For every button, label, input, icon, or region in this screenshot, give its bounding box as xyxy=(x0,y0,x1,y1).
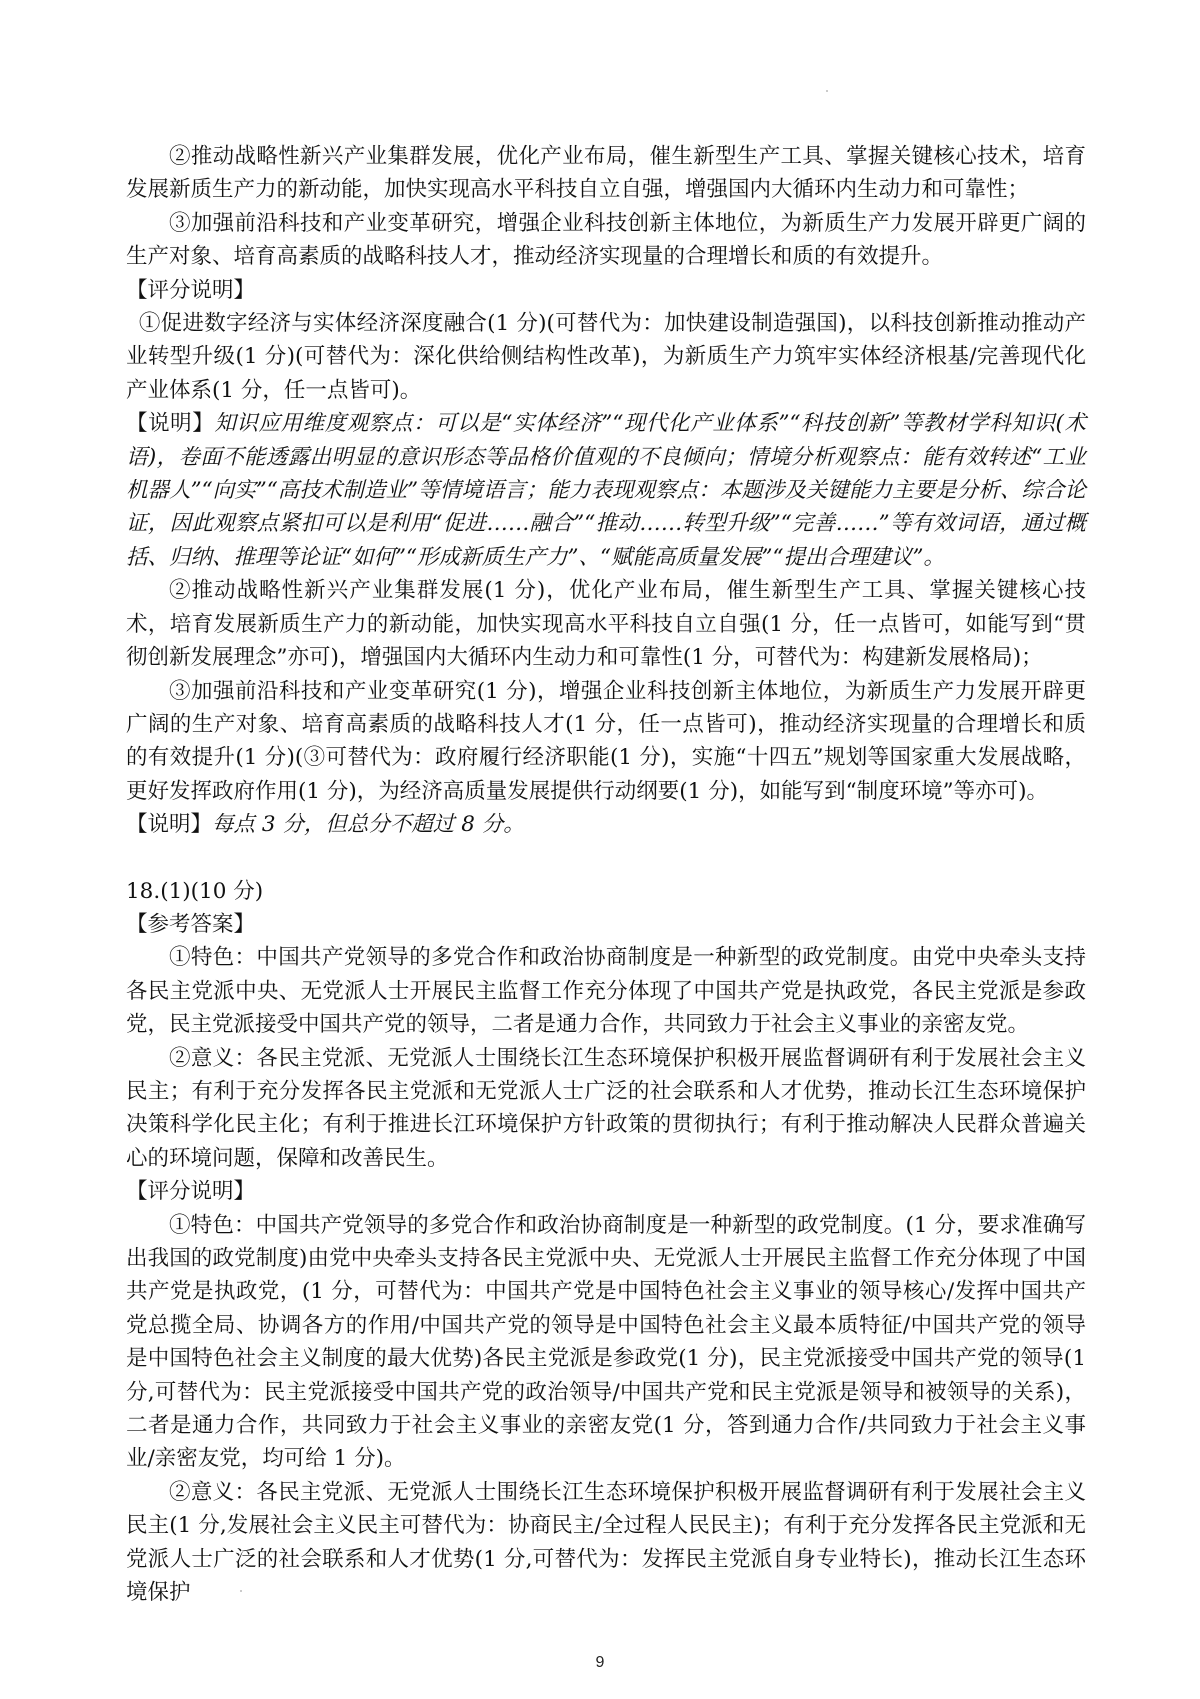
scan-speck-top xyxy=(826,90,828,92)
scoring-heading: 【评分说明】 xyxy=(126,277,256,303)
scoring-point-2: ②推动战略性新兴产业集群发展(1 分)，优化产业布局，催生新型生产工具、掌握关键核心技术，培育发展新质生产力的新动能，加快实现高水平科技自立自强(1 分，任一点皆可，如能写到“贯彻创新发展理念”亦可)，增强国内大循环内生动力和可靠性(1 分，可替代为：构建新发展格局)； xyxy=(126,578,1086,671)
section-gap xyxy=(126,842,1086,875)
note-label: 【说明】 xyxy=(126,411,215,437)
answer-point-2: ②推动战略性新兴产业集群发展，优化产业布局，催生新型生产工具、掌握关键核心技术，培育发展新质生产力的新动能，加快实现高水平科技自立自强，增强国内大循环内生动力和可靠性； xyxy=(126,144,1086,203)
note-text: 知识应用维度观察点：可以是“实体经济”“现代化产业体系”“科技创新”等教材学科知识(术语)，卷面不能透露出明显的意识形态等品格价值观的不良倾向；情境分析观察点：能有效转述“工业机器人”“向实”“高技术制造业”等情境语言；能力表现观察点：本题涉及关键能力主要是分析、综合论证，因此观察点紧扣可以是利用“促进……融合”“推动……转型升级”“完善……”等有效词语，通过概括、归纳、推理等论证“如何”“形成新质生产力”、“赋能高质量发展”“提出合理建议”。 xyxy=(126,411,1086,570)
page-number: 9 xyxy=(595,1654,605,1671)
question-number: 18.(1)(10 分) xyxy=(126,878,264,904)
reference-answer-significance: ②意义：各民主党派、无党派人士围绕长江生态环境保护积极开展监督调研有利于发展社会主义民主；有利于充分发挥各民主党派和无党派人士广泛的社会联系和人才优势，推动长江生态环境保护决策科学化民主化；有利于推进长江环境保护方针政策的贯彻执行；有利于推动解决人民群众普遍关心的环境问题，保障和改善民生。 xyxy=(126,1045,1086,1171)
note-block-2 xyxy=(126,808,1086,841)
scoring-point-1: ①促进数字经济与实体经济深度融合(1 分)(可替代为：加快建设制造强国)，以科技创新推动推动产业转型升级(1 分)(可替代为：深化供给侧结构性改革)，为新质生产力筑牢实体经济根基/完善现代化产业体系(1 分，任一点皆可)。 xyxy=(126,311,1086,403)
scoring-significance: ②意义：各民主党派、无党派人士围绕长江生态环境保护积极开展监督调研有利于发展社会主义民主(1 分,发展社会主义民主可替代为：协商民主/全过程人民民主)；有利于充分发挥各民主党派和无党派人士广泛的社会联系和人才优势(1 分,可替代为：发挥民主党派自身专业特长)，推动长江生态环境保护 xyxy=(126,1479,1086,1606)
document-body xyxy=(126,140,1086,1609)
scoring-feature: ①特色：中国共产党领导的多党合作和政治协商制度是一种新型的政党制度。(1 分，要求准确写出我国的政党制度)由党中央牵头支持各民主党派中央、无党派人士开展民主监督工作充分体现了中国共产党是执政党，(1 分，可替代为：中国共产党是中国特色社会主义事业的领导核心/发挥中国共产党总揽全局、协调各方的作用/中国共产党的领导是中国特色社会主义最本质特征/中国共产党的领导是中国特色社会主义制度的最大优势)各民主党派是参政党(1 分)，民主党派接受中国共产党的领导(1 分,可替代为：民主党派接受中国共产党的政治领导/中国共产党和民主党派是领导和被领导的关系)，二者是通力合作，共同致力于社会主义事业的亲密友党(1 分，答到通力合作/共同致力于社会主义事业/亲密友党，均可给 1 分)。 xyxy=(126,1212,1086,1472)
note-block xyxy=(126,407,1086,574)
note-text-2: 每点 3 分，但总分不超过 8 分。 xyxy=(212,812,525,838)
scoring-heading-2: 【评分说明】 xyxy=(126,1179,256,1205)
answer-point-3: ③加强前沿科技和产业变革研究，增强企业科技创新主体地位，为新质生产力发展开辟更广阔的生产对象、培育高素质的战略科技人才，推动经济实现量的合理增长和质的有效提升。 xyxy=(126,210,1086,270)
reference-answer-heading: 【参考答案】 xyxy=(126,911,256,937)
reference-answer-feature: ①特色：中国共产党领导的多党合作和政治协商制度是一种新型的政党制度。由党中央牵头支持各民主党派中央、无党派人士开展民主监督工作充分体现了中国共产党是执政党，各民主党派是参政党，民主党派接受中国共产党的领导，二者是通力合作，共同致力于社会主义事业的亲密友党。 xyxy=(126,945,1086,1038)
note-label-2: 【说明】 xyxy=(126,812,213,838)
scoring-point-3: ③加强前沿科技和产业变革研究(1 分)，增强企业科技创新主体地位，为新质生产力发展开辟更广阔的生产对象、培育高素质的战略科技人才(1 分，任一点皆可)，推动经济实现量的合理增长和质的有效提升(1 分)(③可替代为：政府履行经济职能(1 分)，实施“十四五”规划等国家重大发展战略，更好发挥政府作用(1 分)，为经济高质量发展提供行动纲要(1 分)，如能写到“制度环境”等亦可)。 xyxy=(126,678,1086,804)
